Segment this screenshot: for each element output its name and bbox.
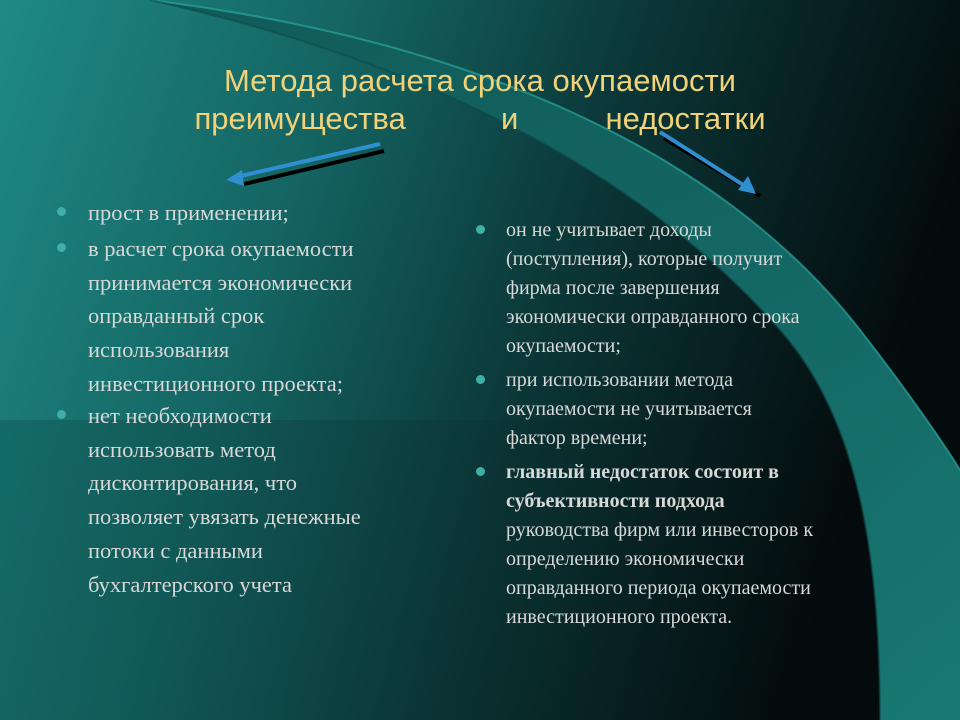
disadvantage-text: при использовании метода [506, 369, 733, 391]
advantage-text: нет необходимости [88, 403, 272, 428]
disadvantage-item [506, 458, 813, 632]
disadvantage-text: экономически оправданного срока [506, 306, 800, 328]
bullet-icon [476, 225, 485, 234]
disadvantage-emphasis: главный недостаток состоит в [506, 461, 779, 483]
advantage-item [88, 399, 361, 601]
disadvantage-text: оправданного периода окупаемости [506, 577, 811, 599]
advantage-text: инвестиционного проекта; [88, 370, 343, 396]
advantage-text: принимается экономически [88, 269, 353, 295]
disadvantage-text: окупаемости не учитывается [506, 398, 752, 420]
slide-title: Метода расчета срока окупаемости [224, 63, 736, 98]
bullet-icon [57, 410, 66, 419]
advantage-text: в расчет срока окупаемости [88, 236, 354, 261]
disadvantage-item [506, 366, 752, 453]
bullet-icon [476, 375, 485, 384]
advantage-text: использовать метод [88, 436, 276, 462]
subtitle-advantages: преимущества [194, 101, 406, 136]
advantage-text: прост в применении; [88, 200, 289, 225]
subtitle-and: и [500, 101, 519, 136]
disadvantage-text: окупаемости; [506, 335, 621, 357]
disadvantage-text: руководства фирм или инвесторов к [506, 519, 814, 541]
advantage-text: использования [88, 337, 230, 363]
advantage-text: потоки с данными [88, 537, 263, 563]
advantage-text: оправданный срок [88, 303, 265, 329]
advantage-item [88, 232, 354, 401]
advantage-text: дисконтирования, что [88, 470, 298, 496]
disadvantage-text: фирма после завершения [506, 277, 720, 299]
advantage-item [88, 196, 289, 230]
disadvantage-item [506, 216, 800, 361]
disadvantage-text: фактор времени; [506, 427, 648, 449]
bullet-icon [476, 467, 485, 476]
slide-subtitle [0, 100, 960, 138]
advantage-text: бухгалтерского учета [88, 571, 293, 597]
bullet-icon [57, 207, 66, 216]
disadvantage-text: он не учитывает доходы [506, 219, 712, 241]
bullet-icon [57, 243, 66, 252]
advantage-text: позволяет увязать денежные [88, 504, 361, 530]
disadvantage-text: инвестиционного проекта. [506, 606, 733, 628]
disadvantage-text: определению экономически [506, 548, 745, 570]
disadvantage-emphasis: субъективности подхода [506, 490, 725, 512]
subtitle-disadvantages: недостатки [605, 101, 766, 136]
disadvantage-text: (поступления), которые получит [506, 248, 783, 270]
